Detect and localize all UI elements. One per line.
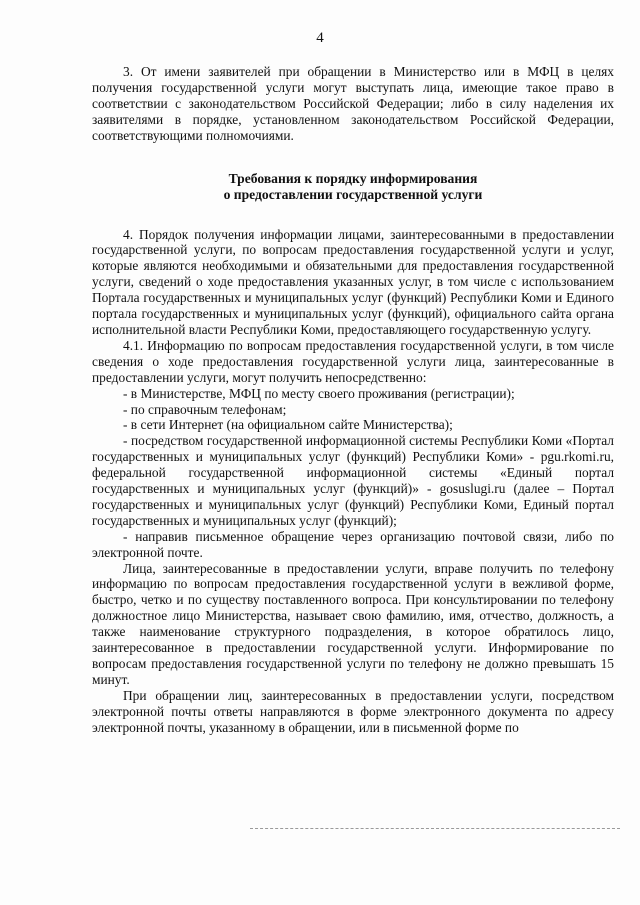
page-number: 4 <box>316 30 324 46</box>
section-title-line-1: Требования к порядку информирования <box>228 170 478 186</box>
paragraph-email: При обращении лиц, заинтересованных в предоставлении услуги, посредством электронной почты ответы направляются в форме электронного документа по адресу электронной почты, указанному в обращении, или в письменной форме по <box>92 687 614 735</box>
bullet-item-internet: - в сети Интернет (на официальном сайте Министерства); <box>123 417 453 433</box>
bullet-item-phone: - по справочным телефонам; <box>123 401 287 417</box>
bullet-item-ministry: - в Министерстве, МФЦ по месту своего проживания (регистрации); <box>123 385 515 401</box>
section-title <box>92 171 614 203</box>
paragraph-4: 4. Порядок получения информации лицами, заинтересованными в предоставлении государственной услуги, по вопросам предоставления государственной услуги и услуг, которые являются необходимыми и обязательными для предоставления государственной услуги, сведений о ходе предоставления указанных услуг, в том числе с использованием Портала государственных и муниципальных услуг (функций) Республики Коми и Единого портала государственных и муниципальных услуг (функций), официального сайта органа исполнительной власти Республики Коми, предоставляющего государственную услугу. <box>92 226 614 337</box>
scan-footer-line <box>250 828 620 829</box>
paragraph-phone-consulting: Лица, заинтересованные в предоставлении услуги, вправе получить по телефону информацию по вопросам предоставления государственной услуги в вежливой форме, быстро, четко и по существу поставленного вопроса. При консультировании по телефону должностное лицо Министерства, называет свою фамилию, имя, отчество, должность, а также наименование структурного подразделения, в которое обратилось лицо, заинтересованное в предоставлении государственной услуги. Информирование по вопросам предоставления государственной услуги по телефону не должно превышать 15 минут. <box>92 560 614 687</box>
bullet-item-mail: - направив письменное обращение через организацию почтовой связи, либо по электронной почте. <box>92 528 614 560</box>
section-title-line-2: о предоставлении государственной услуги <box>223 186 483 202</box>
document-body <box>92 64 614 736</box>
paragraph-3: 3. От имени заявителей при обращении в Министерство или в МФЦ в целях получения государственной услуги могут выступать лица, имеющие такое право в соответствии с законодательством Российской Федерации; либо в силу наделения их заявителями в порядке, установленном законодательством Российской Федерации, соответствующими полномочиями. <box>92 64 614 143</box>
bullet-item-portals: - посредством государственной информационной системы Республики Коми «Портал государственных и муниципальных услуг (функций) Республики Коми» - pgu.rkomi.ru, федеральной государственной информационной системы «Единый портал государственных и муниципальных услуг (функций)» - gosuslugi.ru (далее – Портал государственных и муниципальных услуг (функций) Республики Коми, Единый портал государственных и муниципальных услуг (функций); <box>92 433 614 528</box>
paragraph-4-1: 4.1. Информацию по вопросам предоставления государственной услуги, в том числе сведения о ходе предоставления государственной услуги лица, заинтересованные в предоставлении услуги, могут получить непосредственно: <box>92 337 614 385</box>
